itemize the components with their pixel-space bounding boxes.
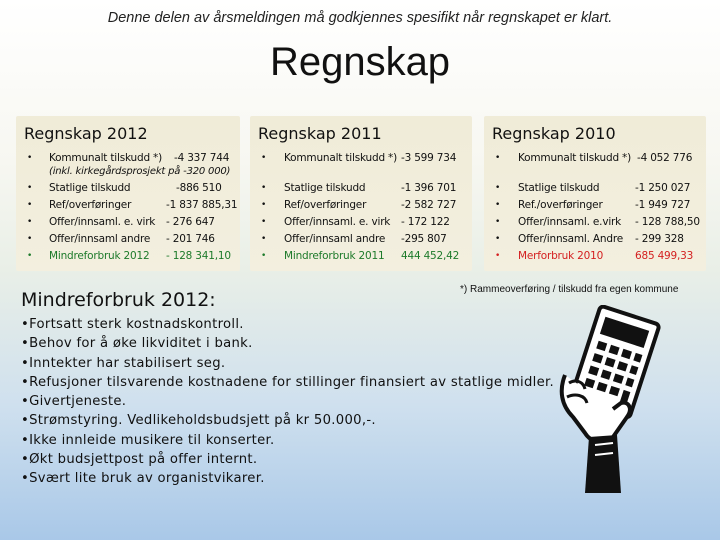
row-offer-virk [484,216,706,232]
row-statlige-tilskudd [16,182,240,198]
row-label: Mindreforbruk 2012 [49,250,150,262]
row-statlige-tilskudd [484,182,706,198]
row-statlige-tilskudd [250,182,472,198]
list-item: •Strømstyring. Vedlikeholdsbudsjett på kr 50.000,-. [21,413,376,429]
row-label: Merforbruk 2010 [518,250,604,262]
row-ref-overforinger [250,199,472,215]
row-label: Offer/innsaml. e. virk [284,216,391,228]
row-value: -1 250 027 [635,182,691,194]
panel-regnskap-2012 [16,116,240,271]
list-item: •Ikke innleide musikere til konserter. [21,432,275,448]
bullet: • [27,153,33,163]
row-value: 444 452,42 [401,250,460,262]
row-value: -1 396 701 [401,182,457,194]
row-value: -4 337 744 [174,152,230,164]
bullet: • [495,200,501,210]
bullet: • [495,183,501,193]
row-label: Offer/innsaml. e. virk [49,216,156,228]
mindreforbruk-heading: Mindreforbruk 2012: [21,289,216,311]
list-item: •Refusjoner tilsvarende kostnadene for stillinger finansiert av statlige midler. [21,374,554,390]
list-item: •Fortsatt sterk kostnadskontroll. [21,317,244,332]
row-label: Kommunalt tilskudd *) [284,152,398,164]
bullet: • [27,200,33,210]
row-ref-overforinger [16,199,240,215]
row-offer-virk [250,216,472,232]
bullet: • [261,200,267,210]
list-item: •Givertjeneste. [21,394,127,410]
row-label: Offer/innsaml andre [284,233,386,245]
mindreforbruk-list [21,317,554,491]
row-label: Ref/overføringer [284,199,367,211]
row-value: - 128 788,50 [635,216,700,228]
row-label: Statlige tilskudd [518,182,600,194]
row-value: -1 837 885,31 [166,199,238,211]
bullet: • [261,234,267,244]
bullet: • [261,251,267,261]
row-label: Statlige tilskudd [49,182,131,194]
row-label: Offer/innsaml. Andre [518,233,623,245]
footnote: *) Rammeoverføring / tilskudd fra egen kommune [460,284,679,295]
approval-notice: Denne delen av årsmeldingen må godkjennes spesifikt når regnskapet er klart. [107,10,613,26]
panel-heading: Regnskap 2011 [258,124,382,143]
list-item: •Svært lite bruk av organistvikarer. [21,471,265,487]
panel-heading: Regnskap 2010 [492,124,616,143]
row-value: - 299 328 [635,233,684,245]
list-item: •Inntekter har stabilisert seg. [21,355,226,371]
row-mindreforbruk [16,250,240,266]
row-value: - 276 647 [166,216,215,228]
row-merforbruk [484,250,706,266]
row-value: -295 807 [401,233,447,245]
bullet: • [27,251,33,261]
row-value: -1 949 727 [635,199,691,211]
hand-holding-calculator-icon [555,305,670,495]
bullet: • [495,251,501,261]
row-value: -2 582 727 [401,199,457,211]
row-label: Kommunalt tilskudd *) [49,152,163,164]
row-kommunalt-tilskudd [484,152,706,168]
bullet: • [27,234,33,244]
row-label: Mindreforbruk 2011 [284,250,385,262]
row-label: Ref/overføringer [49,199,132,211]
bullet: • [495,217,501,227]
row-label: Kommunalt tilskudd *) [518,152,632,164]
row-label: Statlige tilskudd [284,182,366,194]
page-title: Regnskap [269,40,451,84]
row-ref-overforinger [484,199,706,215]
bullet: • [261,153,267,163]
list-item: •Økt budsjettpost på offer internt. [21,452,258,468]
row-label: Ref./overføringer [518,199,603,211]
kirkegard-note: (inkl. kirkegårdsprosjekt på -320 000) [49,166,231,177]
bullet: • [495,153,501,163]
row-mindreforbruk [250,250,472,266]
row-value: -3 599 734 [401,152,457,164]
row-label: Offer/innsaml. e.virk [518,216,622,228]
bullet: • [27,183,33,193]
panel-regnskap-2010 [484,116,706,271]
list-item: •Behov for å øke likviditet i bank. [21,336,253,352]
row-kommunalt-tilskudd [250,152,472,168]
row-value: - 128 341,10 [166,250,231,262]
bullet: • [261,217,267,227]
row-offer-andre [250,233,472,249]
row-offer-virk [16,216,240,232]
row-value: - 172 122 [401,216,450,228]
row-value: 685 499,33 [635,250,694,262]
row-value: -886 510 [176,182,222,194]
panel-regnskap-2011 [250,116,472,271]
row-offer-andre [484,233,706,249]
row-value: -4 052 776 [637,152,693,164]
bullet: • [261,183,267,193]
bullet: • [495,234,501,244]
row-label: Offer/innsaml andre [49,233,151,245]
row-value: - 201 746 [166,233,215,245]
panel-heading: Regnskap 2012 [24,124,148,143]
bullet: • [27,217,33,227]
row-offer-andre [16,233,240,249]
